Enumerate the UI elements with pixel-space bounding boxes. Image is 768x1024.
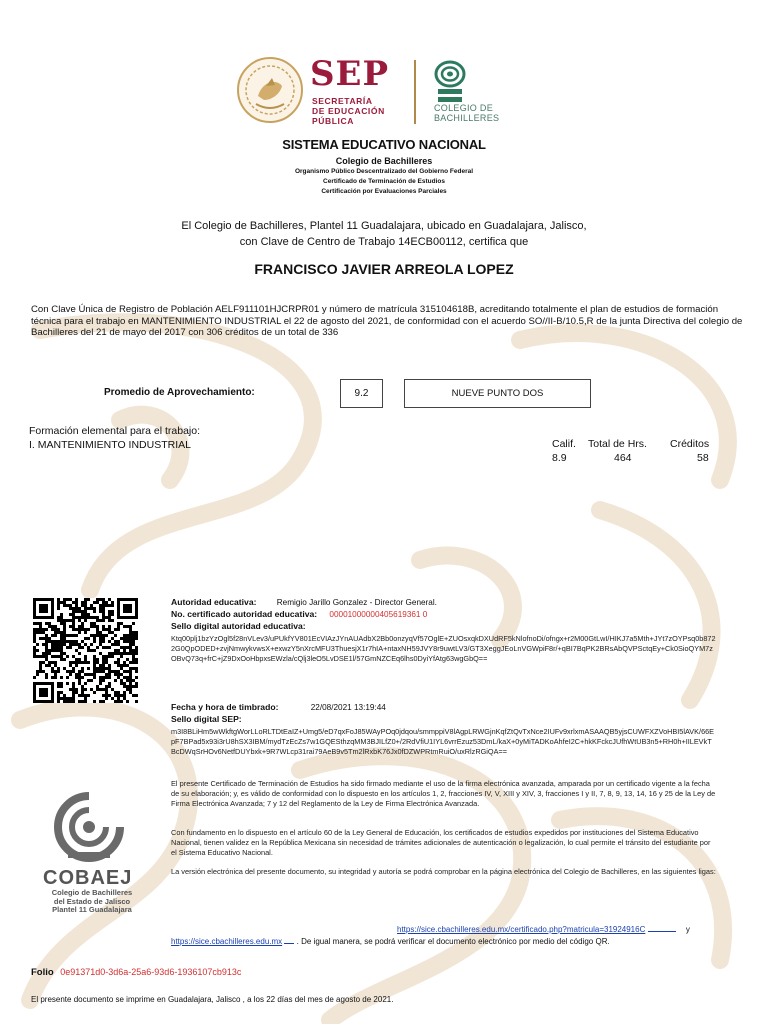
intro-line: El Colegio de Bachilleres, Plantel 11 Guadalajara, ubicado en Guadalajara, Jalisco, <box>181 220 587 232</box>
formacion-value: I. MANTENIMIENTO INDUSTRIAL <box>29 439 191 451</box>
sep-logo-text: SEP <box>310 54 390 94</box>
org-type: Organismo Público Descentralizado del Gobierno Federal <box>294 168 474 175</box>
sello-label: Sello digital autoridad educativa: <box>171 621 306 631</box>
autoridad-value: Remigio Jarillo Gonzalez - Director General. <box>276 598 437 607</box>
legal-paragraph-1: El presente Certificado de Terminación de Estudios ha sido firmado mediante el uso de la firma electrónica avanzada, amparada por un certificado vigente a la fecha de su elaboración; y, es válido de conformidad con lo dispuesto en los artículos 1, 2, fracciones IV, V, XIII y XIV, 3, fracciones I y II, 7, 8, 9, 13, 14, 16 y 25 de la Ley de Firma Electrónica Avanzada; 7 y 12 del Reglamento de la Ley de Firma Electrónica Avanzada. <box>171 779 716 808</box>
legal-paragraph-2: Con fundamento en lo dispuesto en el artículo 60 de la Ley General de Educación, los certificados de estudios expedidos por instituciones del Sistema Educativo Nacional, tienen validez en la República Mexicana sin necesidad de trámites adicionales de autenticación o legalización, lo cual permite el tránsito del estudiante por el Sistema Educativo Nacional. <box>171 828 711 857</box>
folio-label: Folio <box>31 967 54 978</box>
qr-verification-text: . De igual manera, se podrá verificar el documento electrónico por medio del código QR. <box>296 937 610 946</box>
sep-subtitle <box>312 96 385 126</box>
colegio-bachilleres-logo-icon <box>432 60 468 106</box>
certification-mode: Certificación por Evaluaciones Parciales <box>321 188 447 195</box>
colegio-bachilleres-logo-text <box>434 104 499 123</box>
student-name: FRANCISCO JAVIER ARREOLA LOPEZ <box>254 261 514 277</box>
no-cert-label: No. certificado autoridad educativa: <box>171 609 318 619</box>
cobaej-subtitle-line: del Estado de Jalisco <box>53 896 131 906</box>
grade-value-calif: 8.9 <box>552 452 567 464</box>
cb-logo-line: BACHILLERES <box>434 112 500 123</box>
cobaej-subtitle <box>44 889 140 915</box>
cb-logo-line: COLEGIO DE <box>434 103 494 113</box>
promedio-words: NUEVE PUNTO DOS <box>404 379 591 408</box>
cobaej-logo-text: COBAEJ <box>43 867 133 889</box>
folio-value: 0e91371d0-3d6a-25a6-93d6-1936107cb913c <box>60 967 242 977</box>
sello-label-row <box>171 621 306 632</box>
promedio-label: Promedio de Aprovechamiento: <box>104 387 255 398</box>
qr-code[interactable] <box>33 598 138 703</box>
grade-value-credits: 58 <box>697 452 709 464</box>
home-link[interactable]: https://sice.cbachilleres.edu.mx <box>171 937 283 946</box>
system-title: SISTEMA EDUCATIVO NACIONAL <box>282 137 486 152</box>
formacion-label: Formación elemental para el trabajo: <box>29 425 201 437</box>
grade-value-hours: 464 <box>614 452 632 464</box>
cert-link-row <box>397 925 690 934</box>
intro-line: con Clave de Centro de Trabajo 14ECB00112, certifica que <box>239 236 529 248</box>
sello-sep-label: Sello digital SEP: <box>171 714 242 724</box>
folio-row <box>31 967 241 978</box>
grade-header-calif: Calif. <box>552 438 576 450</box>
sep-subtitle-line: PÚBLICA <box>312 116 354 126</box>
fecha-row <box>171 702 386 713</box>
grade-header-credits: Créditos <box>670 438 710 450</box>
cobaej-subtitle-line: Plantel 11 Guadalajara <box>52 905 132 914</box>
cert-verification-link[interactable]: https://sice.cbachilleres.edu.mx/certificado.php?matricula=31924916C <box>397 925 646 934</box>
autoridad-label: Autoridad educativa: <box>171 597 257 607</box>
autoridad-row <box>171 597 437 608</box>
sep-subtitle-line: DE EDUCACIÓN <box>312 106 385 116</box>
fecha-value: 22/08/2021 13:19:44 <box>310 703 386 712</box>
intro-paragraph <box>0 218 768 250</box>
college-name: Colegio de Bachilleres <box>335 156 433 166</box>
sello-value: Ktq00plj1bzYzOgl5f28nVLev3/uPUkfYV801EcVIAzJYnAUAdbX2Bb0onzyqVf57OglE+ZUOsxqkDXUdRF5kNlofnoDi/ofngx+r2M00GtLwI/HIKJ7a5Mth+JYt7zOYPsq0b8722G0QpODED+zvjNmwykvwsX+exwzY5nXrcMFU3ThuesjX1r7hIA+ntaxNH59JVY8r9uwtLV3/GT3XeggJEoLnVGWpiF8r/+qBI7BqPK2BRsAbQVPSctqEy+Ck0SioQYM7zOBvQ73q+frC+jZ9DxOoHbpxsEWzla/cQlj3leO5LvDSE1l/57GmNZCEq6lhs0DyiYfAtg63wgGbQ== <box>171 634 716 663</box>
sello-sep-row <box>171 714 242 725</box>
fecha-label: Fecha y hora de timbrado: <box>171 702 279 712</box>
cobaej-logo-icon <box>52 790 126 864</box>
grade-header-hours: Total de Hrs. <box>588 438 647 450</box>
logo-divider <box>414 60 416 124</box>
link-y: y <box>685 925 690 934</box>
certificate-type: Certificado de Terminación de Estudios <box>323 178 445 185</box>
home-link-row <box>171 937 610 946</box>
no-cert-value: 00001000000405619361 0 <box>329 610 428 619</box>
promedio-value: 9.2 <box>340 379 383 408</box>
sello-sep-value: m3I8BLiHm5wWkftgWorLLoRLTDtEaIZ+Umg5/eD7qxFoJ85WAyPOq0jdqou/smmppiV8lAgpLRWGjnKqfZtQvTxNce2IUFv9xrlxmASAAQB5yjsCUWFXZVoHBI5lAVK/66EpF7BPad5x93i3rU8hSX3IBM/mydTzEcZs7w1GQESthzqMM3BJILfZ0+/2RdVfiU1IYL6vrrEzuz53DmL/kaX+0yMiTADKoAhfeI2C+hkKFckcJUfhWtUB3n5+RH0h+IILEVkTBcDWqSrHOv6NetfDUYbxk+9R7WLcp31rai79AeB9v5Tm2lRxbK76Jx0fDZWPRtmRuiO/uxRlzRGiQA== <box>171 727 715 756</box>
certification-body-text: Con Clave Única de Registro de Población AELF911101HJCRPR01 y número de matrícula 315104618B, acreditando totalmente el plan de estudios de formación técnica para el trabajo en MANTENIMIENTO INDUSTRIAL el 22 de agosto del 2021, de conformidad con el acuerdo SO//II-B/10.5,R de la junta Directiva del colegio de Bachilleres del 21 de mayo del 2017 con 306 créditos de un total de 336 <box>31 304 743 338</box>
legal-paragraph-3: La versión electrónica del presente documento, su integridad y autoría se podrá comprobar en la página electrónica del Colegio de Bachilleres, en las siguientes ligas: <box>171 867 716 876</box>
sep-subtitle-line: SECRETARÍA <box>312 96 373 106</box>
national-seal-icon <box>236 56 304 124</box>
closing-statement: El presente documento se imprime en Guadalajara, Jalisco , a los 22 días del mes de agosto de 2021. <box>31 995 394 1004</box>
no-cert-row <box>171 609 427 620</box>
cobaej-subtitle-line: Colegio de Bachilleres <box>51 888 133 897</box>
link-underline <box>284 943 294 944</box>
link-underline <box>648 931 676 932</box>
